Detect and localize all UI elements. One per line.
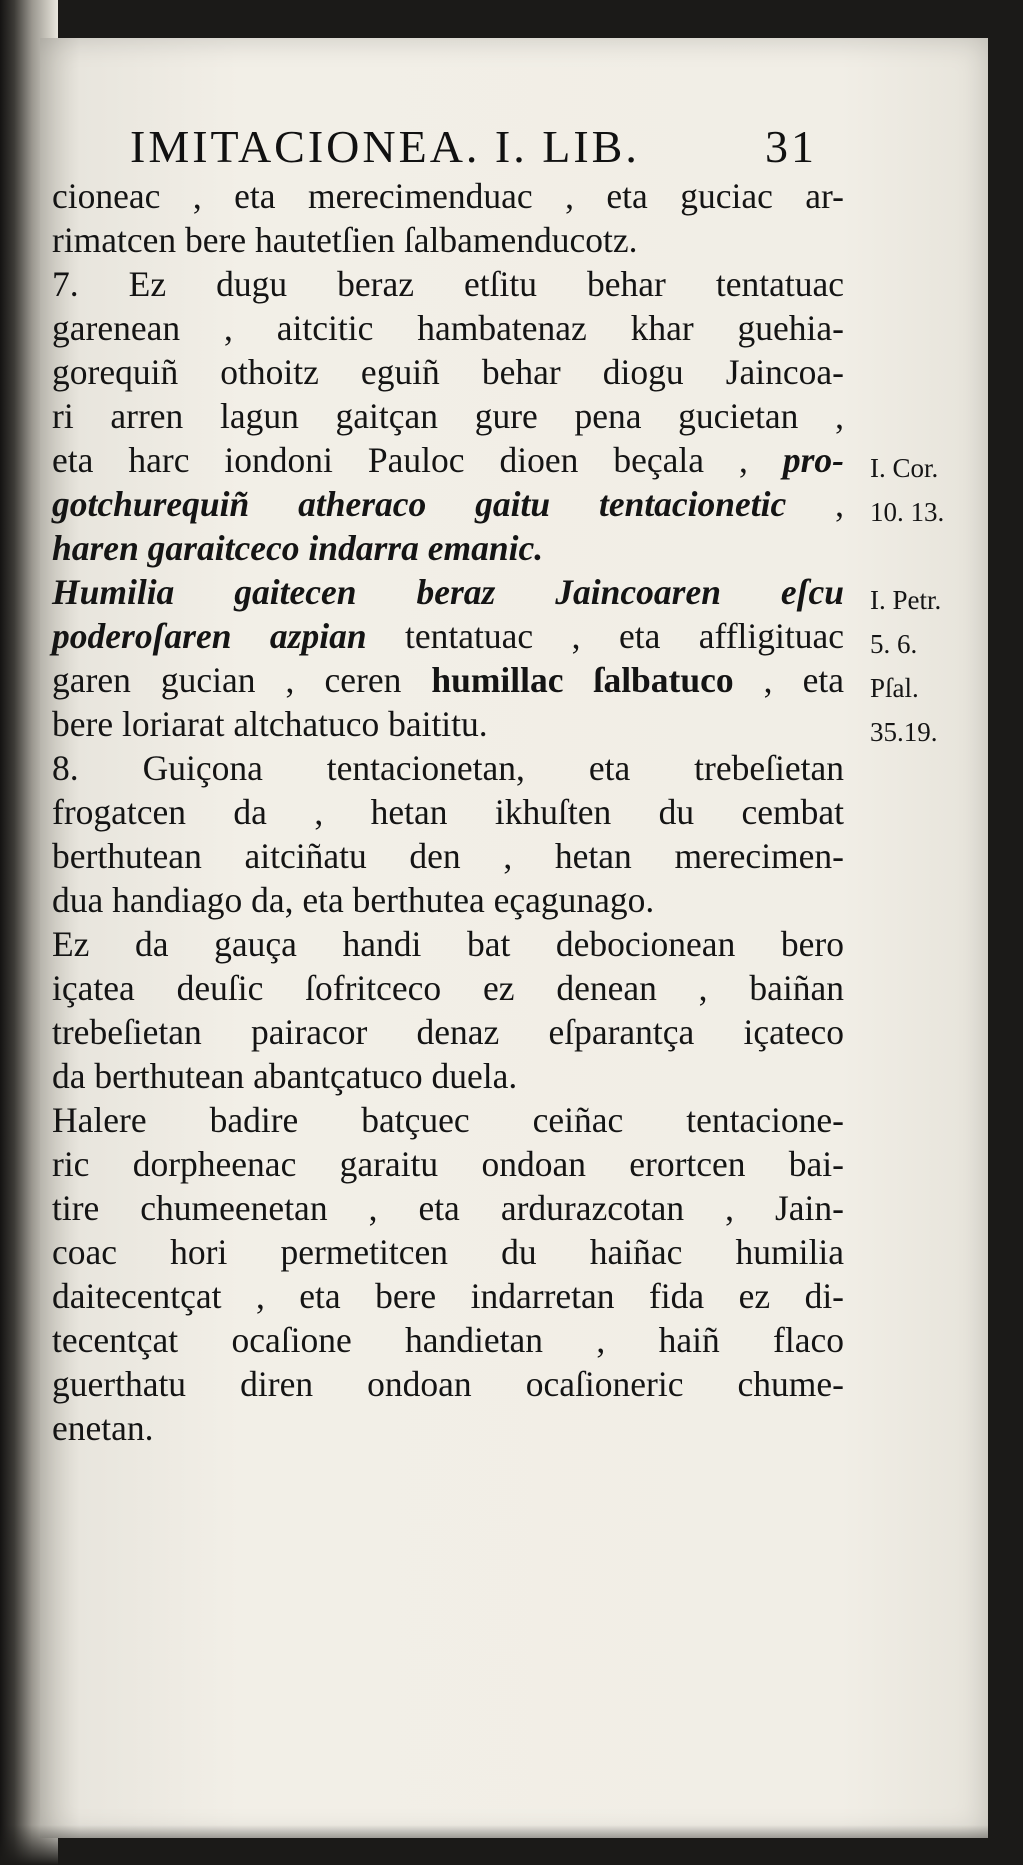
text-run: 8. Guiçona tentacionetan, eta trebeſietan [52,748,844,788]
text-line [52,834,844,878]
text-run: , eta [733,660,844,700]
text-run: cioneac , eta merecimenduac , eta guciac ar- [52,176,844,216]
text-line [52,1186,844,1230]
text-run: guerthatu diren ondoan ocaſioneric chume- [52,1364,844,1404]
text-run: da berthutean abantçatuco duela. [52,1056,518,1096]
text-run: eta harc iondoni Pauloc dioen beçala , [52,440,783,480]
text-line [52,394,844,438]
italic-phrase: pro- [782,440,844,480]
text-line [52,614,844,658]
text-run: garenean , aitcitic hambatenaz khar guehia- [52,308,844,348]
text-line [52,570,844,614]
text-line [52,658,844,702]
margin-reference: Pſal. [870,673,919,703]
text-line [52,306,844,350]
text-line [52,174,844,218]
text-line [52,1274,844,1318]
text-line [52,438,844,482]
text-line [52,1098,844,1142]
margin-reference: I. Petr. [870,585,942,615]
text-line [52,878,844,922]
margin-reference: I. Cor. [870,453,939,483]
text-line [52,1362,844,1406]
text-line [52,262,844,306]
margin-reference: 5. 6. [870,629,918,659]
text-line [52,1318,844,1362]
text-run: trebeſietan pairacor denaz eſparantça içateco [52,1012,844,1052]
running-title: IMITACIONEA. I. LIB. [130,121,640,172]
text-run: daitecentçat , eta bere indarretan fida ez di- [52,1276,844,1316]
text-run: Ez da gauça handi bat debocionean bero [52,924,844,964]
text-line [52,746,844,790]
text-run: 7. Ez dugu beraz etſitu behar tentatuac [52,264,844,304]
text-line [52,1406,844,1450]
text-line [52,702,844,746]
text-run: tentatuac , eta affligituac [366,616,844,656]
italic-phrase: poderoſaren azpian [52,616,367,656]
text-run: , [786,484,844,524]
text-line [52,350,844,394]
text-run: Halere badire batçuec ceiñac tentacione- [52,1100,844,1140]
text-line [52,922,844,966]
text-line [52,1142,844,1186]
text-line [52,790,844,834]
bold-phrase: humillac ſalbatuco [431,660,734,700]
page-number: 31 [765,121,817,172]
text-run: içatea deuſic ſofritceco ez denean , baiñan [52,968,844,1008]
text-run: rimatcen bere hautetſien ſalbamenducotz. [52,220,638,260]
text-run: dua handiago da, eta berthutea eçagunago. [52,880,655,920]
italic-phrase: gotchurequiñ atheraco gaitu tentacionetic [52,484,787,524]
text-line [52,482,844,526]
text-run: berthutean aitciñatu den , hetan merecimen- [52,836,844,876]
italic-phrase: haren garaitceco indarra emanic. [52,528,544,568]
text-run: garen gucian , ceren [52,660,432,700]
margin-reference: 10. 13. [870,497,945,527]
text-run: coac hori permetitcen du haiñac humilia [52,1232,844,1272]
text-run: gorequiñ othoitz eguiñ behar diogu Jaincoa- [52,352,844,392]
page-bottom-shadow [0,1825,1023,1865]
text-run: ri arren lagun gaitçan gure pena gucietan , [52,396,844,436]
text-line [52,966,844,1010]
italic-phrase: Humilia gaitecen beraz Jaincoaren eſcu [52,572,844,612]
text-run: bere loriarat altchatuco baititu. [52,704,488,744]
running-header [130,120,850,176]
text-run: frogatcen da , hetan ikhuſten du cembat [52,792,844,832]
text-run: tecentçat ocaſione handietan , haiñ flaco [52,1320,844,1360]
text-run: tire chumeenetan , eta ardurazcotan , Jain- [52,1188,844,1228]
text-run: enetan. [52,1408,154,1448]
text-line [52,1010,844,1054]
body-text [52,174,844,1450]
text-line [52,218,844,262]
text-run: ric dorpheenac garaitu ondoan erortcen bai- [52,1144,844,1184]
text-line [52,1230,844,1274]
margin-reference: 35.19. [870,717,938,747]
text-line [52,1054,844,1098]
text-line [52,526,844,570]
